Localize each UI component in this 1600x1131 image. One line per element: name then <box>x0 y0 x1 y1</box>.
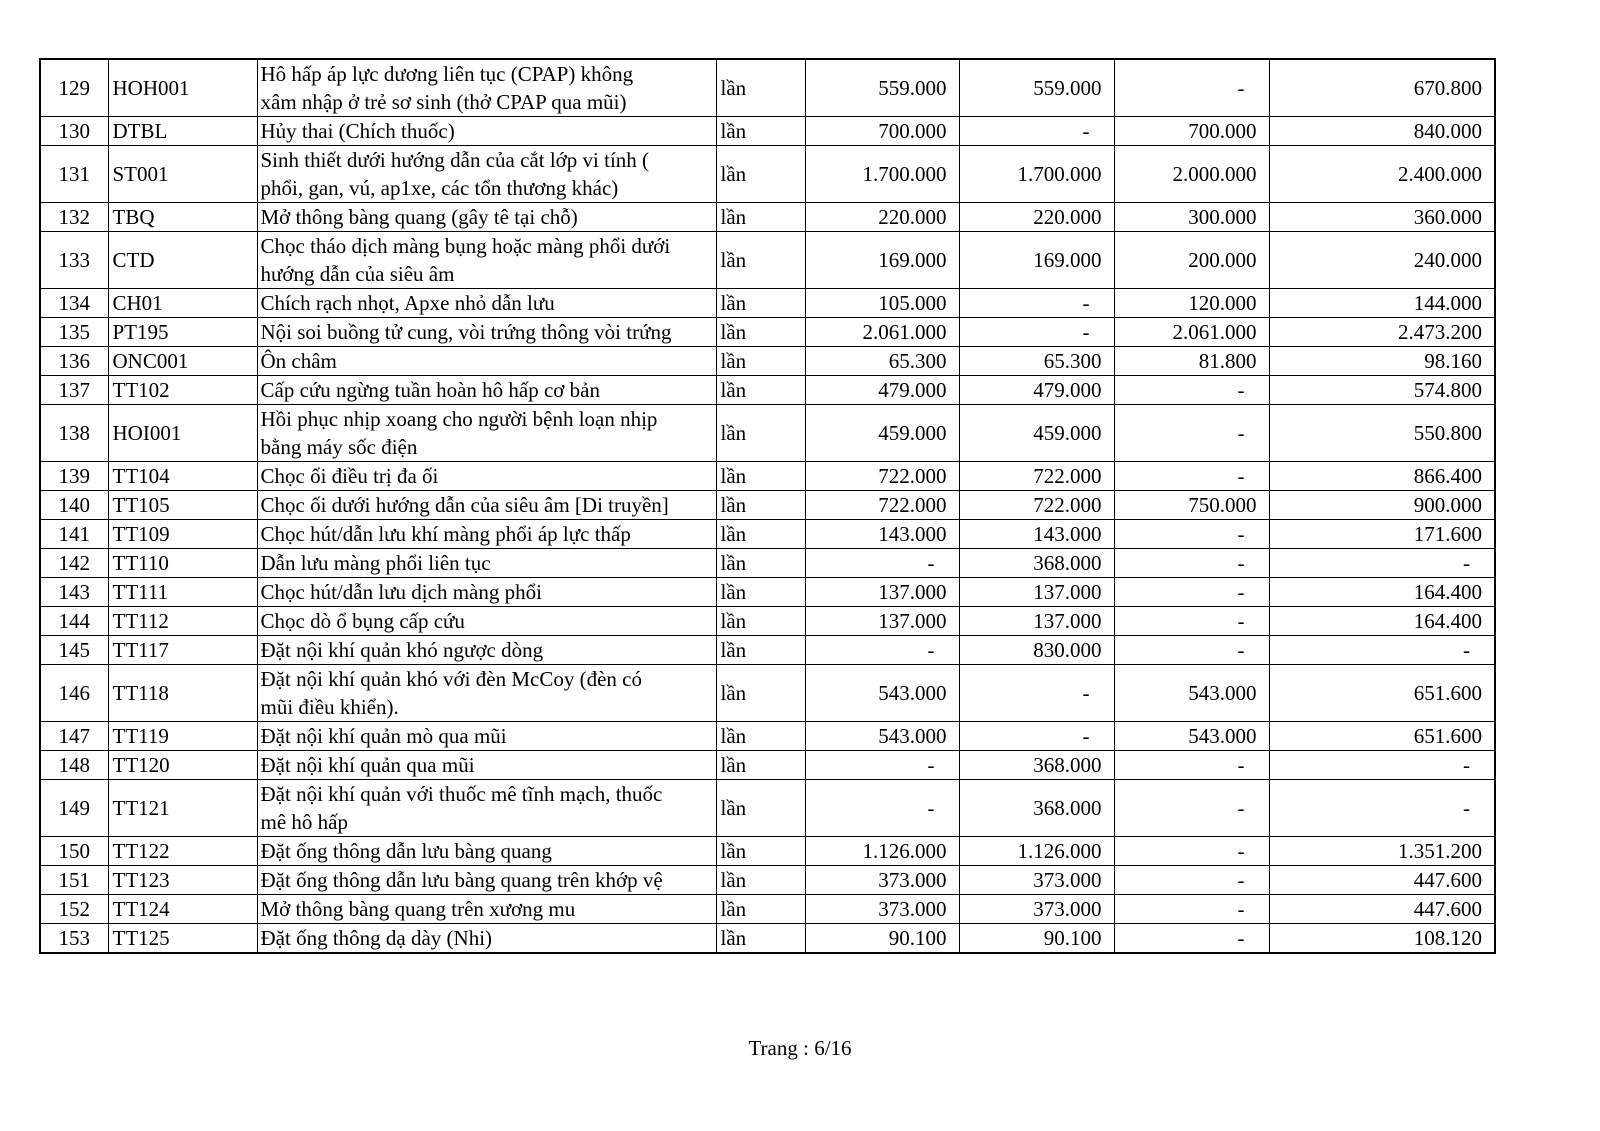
service-name-line: Dẫn lưu màng phổi liên tục <box>260 551 491 575</box>
unit: lần <box>716 203 805 232</box>
unit: lần <box>716 665 805 722</box>
row-number: 131 <box>40 146 108 203</box>
service-name <box>257 607 716 636</box>
service-name-line: hướng dẫn của siêu âm <box>260 262 455 286</box>
price-col-1: 459.000 <box>805 405 959 462</box>
row-number: 146 <box>40 665 108 722</box>
unit: lần <box>716 289 805 318</box>
price-col-3: - <box>1114 895 1269 924</box>
price-col-2: 368.000 <box>959 751 1114 780</box>
price-col-3: 81.800 <box>1114 347 1269 376</box>
row-number: 130 <box>40 117 108 146</box>
service-name <box>257 520 716 549</box>
unit: lần <box>716 376 805 405</box>
price-col-1: - <box>805 751 959 780</box>
price-col-1: 543.000 <box>805 665 959 722</box>
price-col-2: 722.000 <box>959 491 1114 520</box>
service-code: HOH001 <box>108 59 257 117</box>
price-col-3: - <box>1114 549 1269 578</box>
service-code: TT124 <box>108 895 257 924</box>
service-code: TT125 <box>108 924 257 954</box>
service-name <box>257 751 716 780</box>
unit: lần <box>716 232 805 289</box>
row-number: 148 <box>40 751 108 780</box>
service-name <box>257 117 716 146</box>
table-row <box>40 780 1495 837</box>
price-col-3: - <box>1114 520 1269 549</box>
table-row <box>40 549 1495 578</box>
service-name-line: Đặt nội khí quản khó với đèn McCoy (đèn có <box>260 667 642 691</box>
price-col-1: 479.000 <box>805 376 959 405</box>
table-body <box>40 59 1495 953</box>
unit: lần <box>716 549 805 578</box>
unit: lần <box>716 347 805 376</box>
service-name-line: Ôn châm <box>260 349 337 373</box>
service-code: TT112 <box>108 607 257 636</box>
price-col-1: 700.000 <box>805 117 959 146</box>
service-name-line: Chọc dò ổ bụng cấp cứu <box>260 609 465 633</box>
price-col-3: 543.000 <box>1114 665 1269 722</box>
price-col-4: 447.600 <box>1269 895 1495 924</box>
service-code: ST001 <box>108 146 257 203</box>
service-code: TT120 <box>108 751 257 780</box>
table-row <box>40 751 1495 780</box>
service-name-line: mũi điều khiển). <box>260 695 399 719</box>
row-number: 141 <box>40 520 108 549</box>
service-code: TT105 <box>108 491 257 520</box>
price-col-2: 373.000 <box>959 895 1114 924</box>
service-name-line: Chích rạch nhọt, Apxe nhỏ dẫn lưu <box>260 291 555 315</box>
service-name <box>257 462 716 491</box>
price-col-2: 368.000 <box>959 780 1114 837</box>
price-col-4: - <box>1269 549 1495 578</box>
unit: lần <box>716 895 805 924</box>
unit: lần <box>716 607 805 636</box>
service-code: TT117 <box>108 636 257 665</box>
service-code: PT195 <box>108 318 257 347</box>
price-table <box>39 58 1496 954</box>
price-col-4: 360.000 <box>1269 203 1495 232</box>
service-code: TT121 <box>108 780 257 837</box>
service-name <box>257 549 716 578</box>
price-col-3: 543.000 <box>1114 722 1269 751</box>
service-name-line: Chọc ối điều trị đa ối <box>260 464 439 488</box>
price-col-2: - <box>959 117 1114 146</box>
service-name-line: Đặt nội khí quản mò qua mũi <box>260 724 507 748</box>
row-number: 145 <box>40 636 108 665</box>
price-col-3: - <box>1114 462 1269 491</box>
price-col-4: 108.120 <box>1269 924 1495 954</box>
price-col-2: 143.000 <box>959 520 1114 549</box>
row-number: 151 <box>40 866 108 895</box>
unit: lần <box>716 146 805 203</box>
service-code: TT118 <box>108 665 257 722</box>
price-col-1: 722.000 <box>805 491 959 520</box>
price-col-3: 300.000 <box>1114 203 1269 232</box>
service-name-line: Đặt nội khí quản khó ngược dòng <box>260 638 544 662</box>
row-number: 135 <box>40 318 108 347</box>
price-col-1: - <box>805 780 959 837</box>
service-name <box>257 232 716 289</box>
service-code: TT109 <box>108 520 257 549</box>
unit: lần <box>716 520 805 549</box>
price-col-1: 373.000 <box>805 866 959 895</box>
service-name-line: xâm nhập ở trẻ sơ sinh (thở CPAP qua mũi) <box>260 90 627 114</box>
service-name-line: Chọc hút/dẫn lưu dịch màng phổi <box>260 580 542 604</box>
table-row <box>40 376 1495 405</box>
service-name <box>257 491 716 520</box>
price-col-1: 1.126.000 <box>805 837 959 866</box>
unit: lần <box>716 866 805 895</box>
price-col-2: - <box>959 722 1114 751</box>
row-number: 137 <box>40 376 108 405</box>
price-col-4: 98.160 <box>1269 347 1495 376</box>
service-code: ONC001 <box>108 347 257 376</box>
service-name-line: Mở thông bàng quang (gây tê tại chỗ) <box>260 205 578 229</box>
price-col-3: - <box>1114 376 1269 405</box>
price-col-4: 651.600 <box>1269 722 1495 751</box>
service-code: CTD <box>108 232 257 289</box>
price-col-2: - <box>959 665 1114 722</box>
price-col-3: 2.000.000 <box>1114 146 1269 203</box>
service-name <box>257 837 716 866</box>
price-col-1: 559.000 <box>805 59 959 117</box>
table-row <box>40 665 1495 722</box>
service-code: TT123 <box>108 866 257 895</box>
price-col-2: 830.000 <box>959 636 1114 665</box>
row-number: 129 <box>40 59 108 117</box>
price-col-4: 164.400 <box>1269 578 1495 607</box>
unit: lần <box>716 780 805 837</box>
price-col-2: 137.000 <box>959 607 1114 636</box>
price-col-2: - <box>959 289 1114 318</box>
price-col-2: 368.000 <box>959 549 1114 578</box>
service-name <box>257 665 716 722</box>
price-col-3: 700.000 <box>1114 117 1269 146</box>
table-row <box>40 146 1495 203</box>
price-col-3: 750.000 <box>1114 491 1269 520</box>
service-code: TT111 <box>108 578 257 607</box>
price-col-4: 866.400 <box>1269 462 1495 491</box>
service-name-line: mê hô hấp <box>260 810 348 834</box>
service-code: HOI001 <box>108 405 257 462</box>
price-col-3: - <box>1114 578 1269 607</box>
price-col-2: 169.000 <box>959 232 1114 289</box>
service-code: CH01 <box>108 289 257 318</box>
price-col-3: 200.000 <box>1114 232 1269 289</box>
row-number: 143 <box>40 578 108 607</box>
price-col-4: 1.351.200 <box>1269 837 1495 866</box>
price-col-2: 459.000 <box>959 405 1114 462</box>
table-row <box>40 636 1495 665</box>
price-col-4: 2.473.200 <box>1269 318 1495 347</box>
price-col-4: 574.800 <box>1269 376 1495 405</box>
price-col-2: 722.000 <box>959 462 1114 491</box>
table-row <box>40 607 1495 636</box>
table-row <box>40 347 1495 376</box>
table-row <box>40 924 1495 954</box>
service-name-line: Cấp cứu ngừng tuần hoàn hô hấp cơ bản <box>260 378 600 402</box>
price-col-4: 164.400 <box>1269 607 1495 636</box>
row-number: 138 <box>40 405 108 462</box>
table-row <box>40 232 1495 289</box>
service-code: TT102 <box>108 376 257 405</box>
row-number: 150 <box>40 837 108 866</box>
table-row <box>40 895 1495 924</box>
table-row <box>40 405 1495 462</box>
service-name-line: Chọc ối dưới hướng dẫn của siêu âm [Di truyền] <box>260 493 669 517</box>
price-col-2: - <box>959 318 1114 347</box>
unit: lần <box>716 405 805 462</box>
price-col-2: 559.000 <box>959 59 1114 117</box>
service-name <box>257 866 716 895</box>
service-name-line: Sinh thiết dưới hướng dẫn của cắt lớp vi tính ( <box>260 148 650 172</box>
unit: lần <box>716 117 805 146</box>
price-col-4: 240.000 <box>1269 232 1495 289</box>
price-col-4: 144.000 <box>1269 289 1495 318</box>
price-col-3: - <box>1114 837 1269 866</box>
price-col-3: - <box>1114 866 1269 895</box>
price-col-4: 840.000 <box>1269 117 1495 146</box>
unit: lần <box>716 462 805 491</box>
table-row <box>40 866 1495 895</box>
row-number: 132 <box>40 203 108 232</box>
service-name <box>257 405 716 462</box>
unit: lần <box>716 59 805 117</box>
row-number: 147 <box>40 722 108 751</box>
table-row <box>40 203 1495 232</box>
table-row <box>40 578 1495 607</box>
price-col-4: 670.800 <box>1269 59 1495 117</box>
service-name-line: Đặt nội khí quản qua mũi <box>260 753 475 777</box>
table-row <box>40 318 1495 347</box>
unit: lần <box>716 318 805 347</box>
service-name <box>257 347 716 376</box>
row-number: 144 <box>40 607 108 636</box>
price-col-3: 120.000 <box>1114 289 1269 318</box>
service-name-line: Chọc tháo dịch màng bụng hoặc màng phổi dưới <box>260 234 671 258</box>
service-name-line: Đặt ống thông dẫn lưu bàng quang trên khớp vệ <box>260 868 663 892</box>
price-col-4: 651.600 <box>1269 665 1495 722</box>
row-number: 139 <box>40 462 108 491</box>
price-col-1: 722.000 <box>805 462 959 491</box>
price-col-1: 220.000 <box>805 203 959 232</box>
price-col-4: 2.400.000 <box>1269 146 1495 203</box>
page-number: Trang : 6/16 <box>748 1036 852 1060</box>
price-col-4: 550.800 <box>1269 405 1495 462</box>
service-name <box>257 146 716 203</box>
service-name-line: Hô hấp áp lực dương liên tục (CPAP) không <box>260 62 634 86</box>
price-col-1: 2.061.000 <box>805 318 959 347</box>
service-name-line: bằng máy sốc điện <box>260 435 418 459</box>
price-col-2: 1.700.000 <box>959 146 1114 203</box>
price-col-1: 105.000 <box>805 289 959 318</box>
service-name-line: Nội soi buồng tử cung, vòi trứng thông vòi trứng <box>260 320 672 344</box>
price-col-1: 169.000 <box>805 232 959 289</box>
table-row <box>40 837 1495 866</box>
service-name <box>257 203 716 232</box>
service-name <box>257 376 716 405</box>
table-row <box>40 462 1495 491</box>
price-col-2: 479.000 <box>959 376 1114 405</box>
price-col-1: - <box>805 636 959 665</box>
service-name <box>257 289 716 318</box>
service-name <box>257 722 716 751</box>
unit: lần <box>716 491 805 520</box>
service-name <box>257 578 716 607</box>
service-code: TT122 <box>108 837 257 866</box>
service-name-line: Đặt nội khí quản với thuốc mê tĩnh mạch, thuốc <box>260 782 663 806</box>
price-col-4: - <box>1269 636 1495 665</box>
unit: lần <box>716 837 805 866</box>
price-col-1: 65.300 <box>805 347 959 376</box>
row-number: 140 <box>40 491 108 520</box>
table-row <box>40 520 1495 549</box>
price-col-1: 90.100 <box>805 924 959 954</box>
service-code: TT104 <box>108 462 257 491</box>
price-col-3: - <box>1114 636 1269 665</box>
service-name-line: Đặt ống thông dẫn lưu bàng quang <box>260 839 552 863</box>
price-col-3: - <box>1114 405 1269 462</box>
unit: lần <box>716 578 805 607</box>
row-number: 136 <box>40 347 108 376</box>
price-col-3: 2.061.000 <box>1114 318 1269 347</box>
service-code: TBQ <box>108 203 257 232</box>
service-name-line: Chọc hút/dẫn lưu khí màng phổi áp lực thấp <box>260 522 631 546</box>
price-col-4: - <box>1269 751 1495 780</box>
price-col-1: 543.000 <box>805 722 959 751</box>
table-row <box>40 491 1495 520</box>
service-name <box>257 59 716 117</box>
price-col-4: 171.600 <box>1269 520 1495 549</box>
row-number: 153 <box>40 924 108 954</box>
table-row <box>40 59 1495 117</box>
table-row <box>40 722 1495 751</box>
service-name <box>257 895 716 924</box>
row-number: 134 <box>40 289 108 318</box>
price-col-3: - <box>1114 780 1269 837</box>
service-name <box>257 318 716 347</box>
row-number: 149 <box>40 780 108 837</box>
price-col-4: 900.000 <box>1269 491 1495 520</box>
service-name-line: Hủy thai (Chích thuốc) <box>260 119 455 143</box>
service-name <box>257 636 716 665</box>
price-col-1: 373.000 <box>805 895 959 924</box>
price-col-1: 137.000 <box>805 578 959 607</box>
service-name-line: Mở thông bàng quang trên xương mu <box>260 897 576 921</box>
price-col-2: 220.000 <box>959 203 1114 232</box>
table-row <box>40 289 1495 318</box>
service-name <box>257 924 716 954</box>
price-col-2: 137.000 <box>959 578 1114 607</box>
row-number: 142 <box>40 549 108 578</box>
unit: lần <box>716 722 805 751</box>
row-number: 133 <box>40 232 108 289</box>
service-name-line: Đặt ống thông dạ dày (Nhi) <box>260 926 493 950</box>
price-col-1: - <box>805 549 959 578</box>
service-name-line: phổi, gan, vú, ap1xe, các tổn thương khác) <box>260 176 619 200</box>
price-col-2: 373.000 <box>959 866 1114 895</box>
price-col-4: 447.600 <box>1269 866 1495 895</box>
price-col-1: 1.700.000 <box>805 146 959 203</box>
price-col-3: - <box>1114 924 1269 954</box>
unit: lần <box>716 751 805 780</box>
service-code: TT119 <box>108 722 257 751</box>
price-col-2: 1.126.000 <box>959 837 1114 866</box>
price-col-2: 65.300 <box>959 347 1114 376</box>
row-number: 152 <box>40 895 108 924</box>
price-col-1: 137.000 <box>805 607 959 636</box>
service-name-line: Hồi phục nhịp xoang cho người bệnh loạn nhịp <box>260 407 658 431</box>
price-col-4: - <box>1269 780 1495 837</box>
service-name <box>257 780 716 837</box>
price-col-1: 143.000 <box>805 520 959 549</box>
price-col-2: 90.100 <box>959 924 1114 954</box>
unit: lần <box>716 924 805 954</box>
price-col-3: - <box>1114 59 1269 117</box>
unit: lần <box>716 636 805 665</box>
table-row <box>40 117 1495 146</box>
price-col-3: - <box>1114 607 1269 636</box>
service-code: DTBL <box>108 117 257 146</box>
service-code: TT110 <box>108 549 257 578</box>
price-col-3: - <box>1114 751 1269 780</box>
